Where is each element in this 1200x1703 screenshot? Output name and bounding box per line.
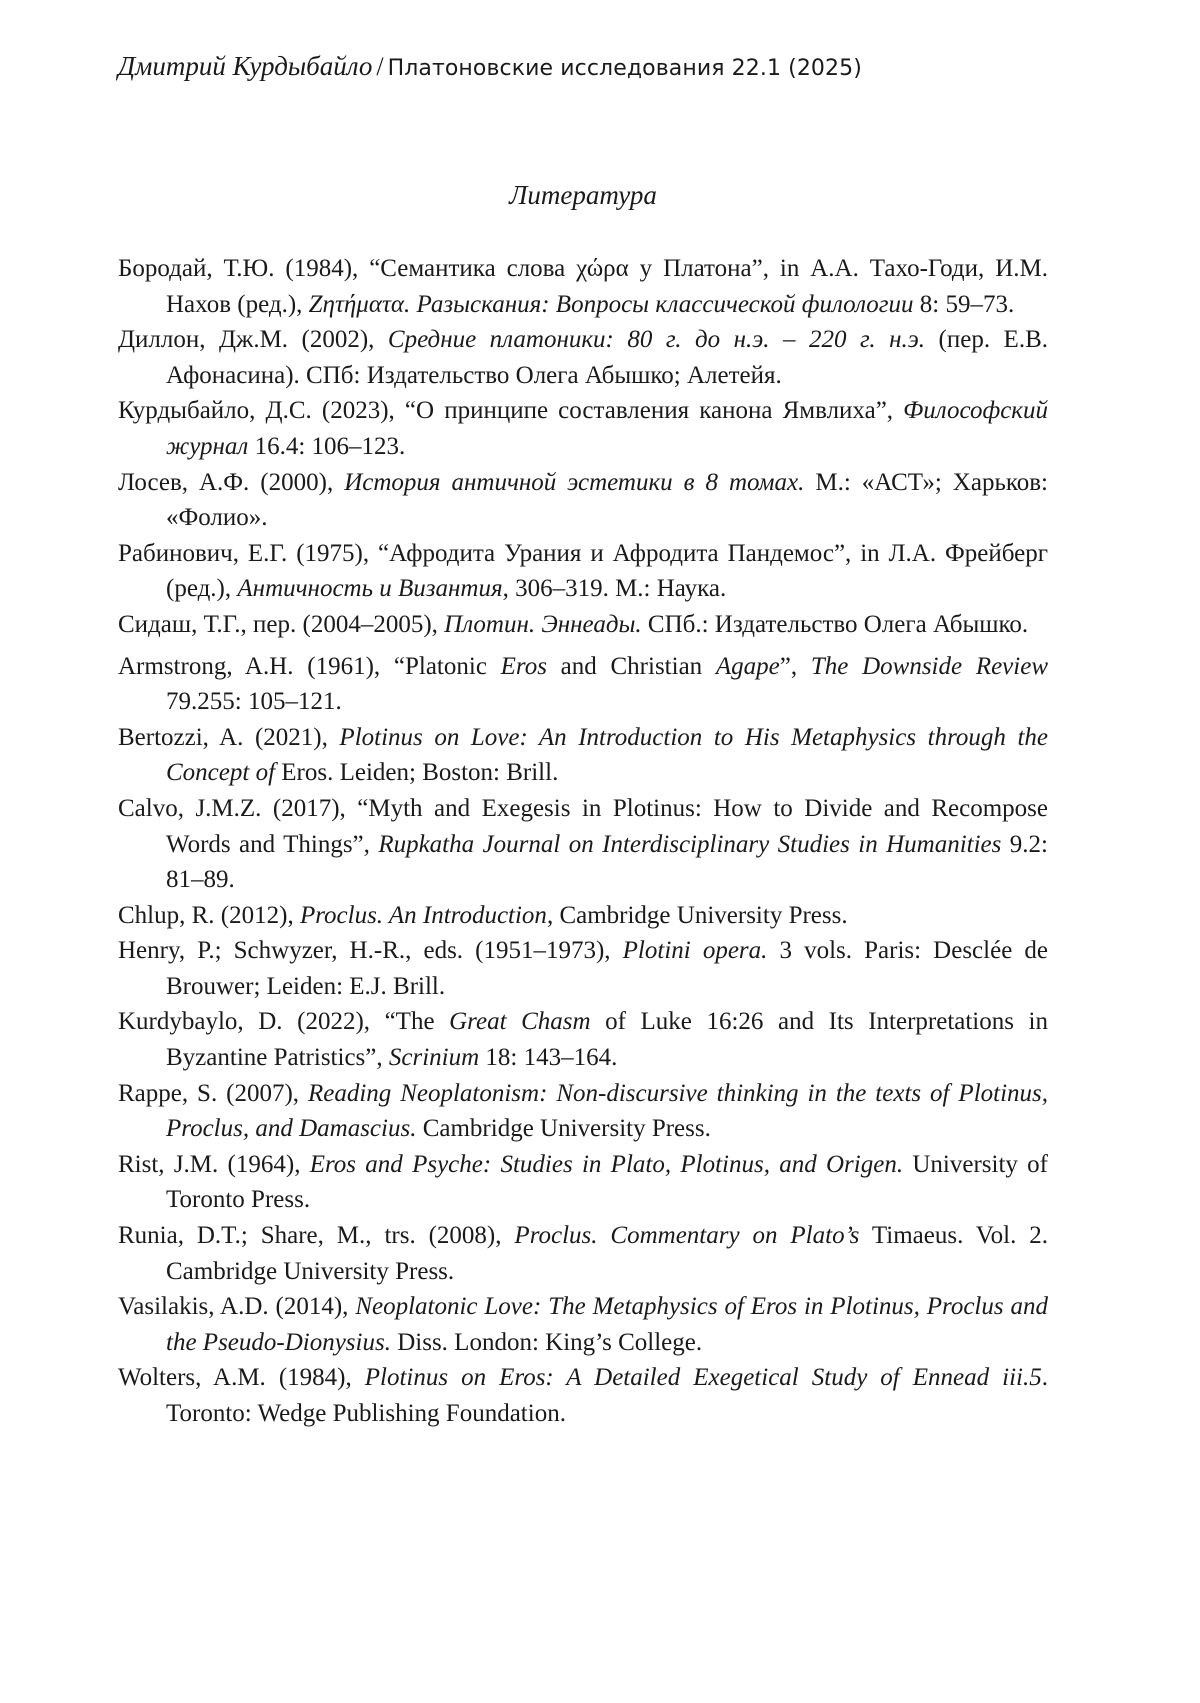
entry-text: 9.2: 81–89.: [166, 830, 1048, 894]
entry-title-italic: Философский журнал: [166, 397, 1048, 460]
entry-title-italic: История античной эстетики в 8 томах.: [344, 468, 805, 496]
entry-text: Runia, D.T.; Share, M., trs. (2008),: [118, 1222, 515, 1250]
bibliography-entry: [118, 791, 1048, 898]
entry-text: Rist, J.M. (1964),: [118, 1150, 310, 1178]
entry-text: University of Toronto Press.: [166, 1150, 1049, 1214]
entry-title-italic: Agape: [715, 652, 780, 680]
entry-text: Диллон, Дж.М. (2002),: [118, 326, 388, 354]
entry-text: [989, 1364, 1002, 1391]
entry-text: Henry, P.; Schwyzer, H.-R., eds. (1951–1973),: [118, 937, 623, 965]
bibliography-entry: [118, 465, 1048, 536]
entry-text: Eros. Leiden; Boston: Brill.: [275, 759, 559, 787]
entry-text: СПб.: Издательство Олега Абышко.: [641, 610, 1029, 638]
bibliography-entry: [118, 933, 1048, 1004]
entry-text: Calvo, J.M.Z. (2017), “Myth and Exegesis in Plotinus: How to Divide and Recompose Words and Things”,: [118, 794, 1048, 858]
entry-text: ”,: [779, 652, 811, 680]
bibliography-entry: [118, 720, 1048, 791]
bibliography-entry: [118, 536, 1048, 607]
running-head-journal: Платоновские исследования 22.1 (2025): [387, 56, 862, 81]
bibliography-entry: [118, 898, 1048, 934]
entry-text: Timaeus. Vol. 2. Cambridge University Press.: [166, 1222, 1048, 1285]
entry-text: Сидаш, Т.Г., пер. (2004–2005),: [118, 610, 445, 638]
entry-title-italic: Plotinus on Eros: A Detailed Exegetical Study of Ennead: [364, 1364, 990, 1392]
entry-title-italic: Eros and Psyche: Studies in Plato, Plotinus, and Origen.: [309, 1150, 904, 1178]
entry-title-italic: Плотин. Эннеады.: [444, 610, 642, 638]
running-head-author: Дмитрий Курдыбайло: [118, 51, 373, 81]
entry-title-italic: Reading Neoplatonism: Non-discursive thinking in the texts of Plotinus, Proclus, and Damascius.: [166, 1079, 1049, 1143]
entry-title-italic: Proclus. Commentary on Plato’s: [514, 1222, 860, 1250]
entry-title-italic: Proclus. An Introduction: [299, 901, 547, 929]
entry-text: Cambridge University Press.: [416, 1115, 711, 1143]
bibliography-entry: [118, 1147, 1048, 1218]
bibliography-entry: [118, 1076, 1048, 1147]
entry-text: Rappe, S. (2007),: [118, 1079, 308, 1107]
bibliography-list: [118, 251, 1048, 1432]
bibliography-entry: [118, 393, 1048, 464]
entry-text: Vasilakis, A.D. (2014),: [118, 1293, 356, 1321]
running-head-separator: /: [376, 52, 384, 81]
bibliography-entry: [118, 649, 1048, 720]
entry-text: Курдыбайло, Д.С. (2023), “О принципе составления канона Ямвлиха”,: [118, 397, 904, 425]
bibliography-entry: [118, 607, 1048, 643]
entry-text: Armstrong, A.H. (1961), “Platonic: [118, 652, 501, 680]
entry-title-italic: Ζητήματα. Разыскания: Вопросы классической филологии: [308, 290, 914, 318]
entry-text: М.: «АСТ»; Харьков: «Фолио».: [166, 468, 1048, 532]
entry-title-italic: iii.5: [1002, 1364, 1042, 1392]
entry-text: 3 vols. Paris: Desclée de Brouwer; Leiden: E.J. Brill.: [166, 937, 1048, 1000]
entry-title-italic: Scrinium: [388, 1044, 480, 1072]
entry-text: Chlup, R. (2012),: [118, 901, 300, 929]
entry-title-italic: Plotini opera.: [622, 937, 768, 965]
running-head: [118, 50, 862, 83]
entry-text: Kurdybaylo, D. (2022), “The: [118, 1008, 450, 1036]
section-title: Литература: [509, 180, 657, 210]
entry-text: , Cambridge University Press.: [546, 901, 848, 929]
entry-text: Рабинович, Е.Г. (1975), “Афродита Урания и Афродита Пандемос”, in Л.А. Фрейберг (ред.),: [118, 539, 1048, 603]
entry-text: Diss. London: King’s College.: [390, 1328, 703, 1356]
entry-text: Лосев, А.Ф. (2000),: [118, 468, 345, 496]
bibliography-entry: [118, 322, 1048, 393]
entry-text: 79.255: 105–121.: [166, 688, 342, 716]
entry-title-italic: The Downside Review: [810, 652, 1048, 680]
entry-text: and Christian: [546, 652, 716, 680]
entry-text: (пер. Е.В. Афонасина). СПб: Издательство Олега Абышко; Алетейя.: [166, 326, 1049, 389]
bibliography-entry: [118, 1289, 1048, 1360]
entry-text: 8: 59–73.: [913, 290, 1015, 318]
entry-text: 16.4: 106–123.: [248, 432, 406, 460]
entry-text: 18: 143–164.: [479, 1044, 618, 1072]
entry-text: . Toronto: Wedge Publishing Foundation.: [166, 1364, 1048, 1427]
entry-text: Bertozzi, A. (2021),: [118, 723, 340, 751]
entry-text: , 306–319. М.: Наука.: [502, 575, 727, 603]
entry-title-italic: Plotinus on Love: An Introduction to His Metaphysics through the Concept of: [166, 723, 1048, 787]
bibliography-entry: [118, 1004, 1048, 1075]
bibliography-entry: [118, 1218, 1048, 1289]
entry-title-italic: Античность и Византия: [237, 575, 503, 603]
bibliography-entry: [118, 251, 1048, 322]
entry-title-italic: Neoplatonic Love: The Metaphysics of Eros in Plotinus, Proclus and the Pseudo-Dionysius.: [166, 1293, 1048, 1356]
entry-title-italic: Great Chasm: [449, 1008, 591, 1036]
entry-title-italic: Eros: [500, 652, 547, 680]
entry-title-italic: Rupkatha Journal on Interdisciplinary Studies in Humanities: [378, 830, 1002, 858]
entry-text: Бородай, Т.Ю. (1984), “Семантика слова χώρα у Платона”, in А.А. Тахо-Годи, И.М. Нахов (ред.),: [118, 255, 1048, 318]
entry-text: Wolters, A.M. (1984),: [118, 1364, 365, 1392]
entry-text: of Luke 16:26 and Its Interpretations in Byzantine Patristics”,: [166, 1008, 1049, 1072]
entry-title-italic: Средние платоники: 80 г. до н.э. – 220 г. н.э.: [387, 326, 926, 354]
bibliography-entry: [118, 1360, 1048, 1431]
